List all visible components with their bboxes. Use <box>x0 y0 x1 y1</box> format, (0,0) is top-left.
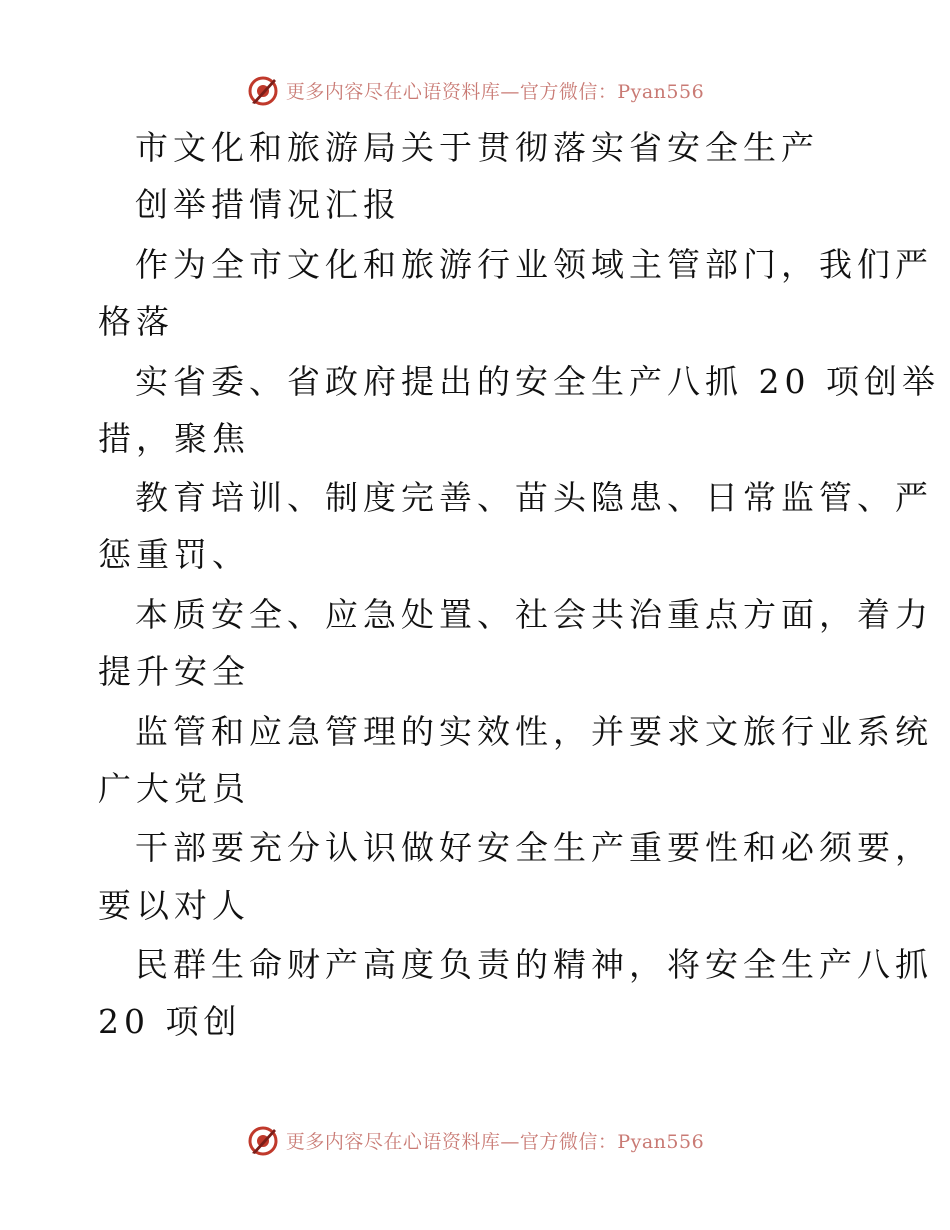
paragraph-line: 惩重罚、 <box>98 535 250 574</box>
paragraph-line: 本质安全、应急处置、社会共治重点方面，着力 <box>135 595 933 634</box>
document-title-line-1: 市文化和旅游局关于贯彻落实省安全生产 <box>135 128 819 167</box>
watermark-text: 更多内容尽在心语资料库—官方微信：Pyan556 <box>285 1130 705 1153</box>
paragraph-line: 提升安全 <box>98 652 250 691</box>
paragraph-line: 广大党员 <box>98 769 250 808</box>
paragraph-line: 监管和应急管理的实效性，并要求文旅行业系统 <box>135 712 933 751</box>
paragraph-line: 教育培训、制度完善、苗头隐患、日常监管、严 <box>135 478 933 517</box>
document-title-line-2: 创举措情况汇报 <box>135 185 401 224</box>
header-watermark <box>0 70 950 110</box>
quill-logo-icon <box>246 73 280 107</box>
quill-logo-icon <box>246 1123 280 1157</box>
paragraph-line: 干部要充分认识做好安全生产重要性和必须要， <box>135 828 933 867</box>
watermark-text: 更多内容尽在心语资料库—官方微信：Pyan556 <box>285 80 705 103</box>
paragraph-line: 民群生命财产高度负责的精神，将安全生产八抓 <box>135 945 933 984</box>
paragraph-line: 要以对人 <box>98 886 250 925</box>
paragraph-line: 措，聚焦 <box>98 419 250 458</box>
footer-watermark <box>0 1120 950 1160</box>
paragraph-line: 20 项创 <box>98 1002 242 1041</box>
paragraph-line: 作为全市文化和旅游行业领域主管部门，我们严 <box>135 245 933 284</box>
paragraph-line: 格落 <box>98 302 174 341</box>
paragraph-line: 实省委、省政府提出的安全生产八抓 20 项创举 <box>135 362 940 401</box>
